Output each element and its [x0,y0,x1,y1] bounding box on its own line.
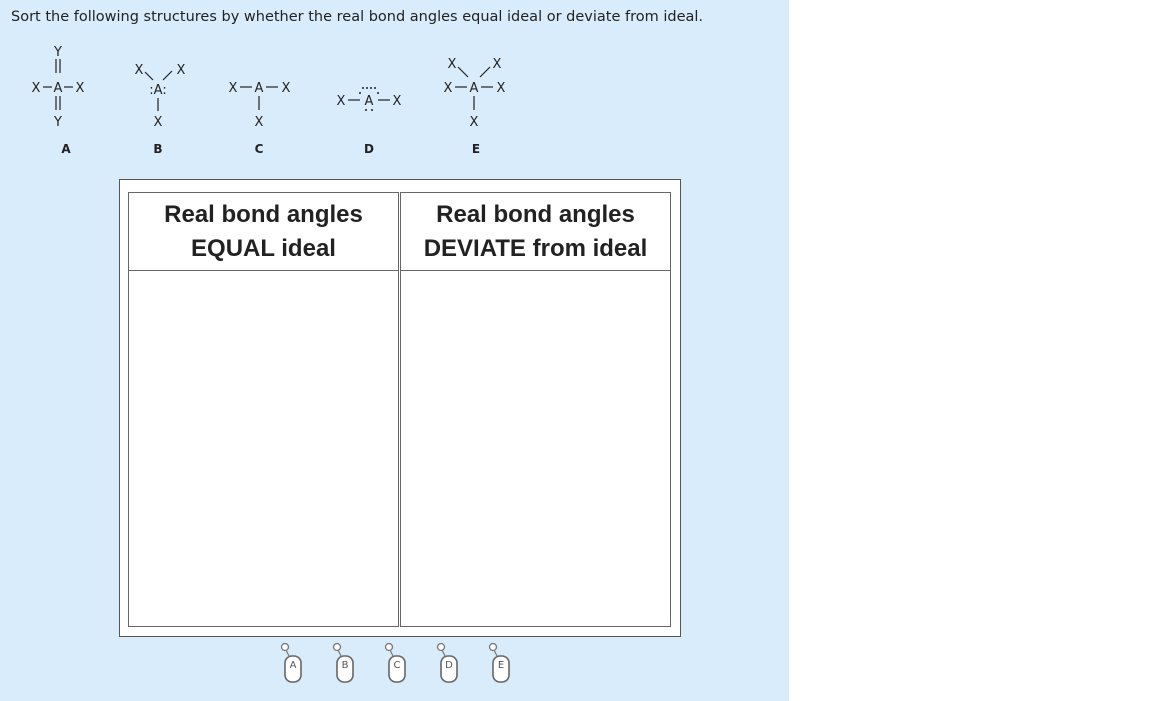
atom-x-upper-left: X [447,57,457,72]
atom-y-bottom: Y [54,115,62,130]
token-a[interactable] [275,641,309,685]
structure-label-a: A [61,142,71,156]
atom-center: A [254,81,264,96]
atom-x-right: X [392,94,402,109]
token-e[interactable] [483,641,517,685]
token-d[interactable] [431,641,465,685]
token-label: E [497,660,505,671]
atom-y-top: Y [54,45,62,60]
structures-row [0,36,789,166]
atom-x-right: X [496,81,506,96]
structure-e [444,57,506,156]
column-header-line1: Real bond angles [164,200,363,228]
column-header-line2: DEVIATE from ideal [423,234,648,262]
atom-x-upper-right: X [492,57,502,72]
drop-zone-equal[interactable] [129,271,398,626]
token-bank [275,641,535,685]
structure-c [229,81,291,156]
structure-b [135,63,186,156]
structure-label-d: D [364,142,374,156]
question-prompt: Sort the following structures by whether the real bond angles equal ideal or deviate from ideal. [11,9,704,25]
atom-center: A [364,94,374,109]
column-deviate-ideal [400,192,671,627]
structure-label-e: E [471,142,481,156]
column-equal-ideal [128,192,399,627]
column-header-deviate [401,193,670,271]
token-label: D [445,660,453,671]
atom-x-upper-left: X [134,63,144,78]
atom-x-left: X [443,81,453,96]
atom-center: :A: [149,83,167,98]
atom-x-left: X [31,81,41,96]
atom-x-bottom: X [469,115,479,130]
atom-x-bottom: X [153,115,163,130]
token-c[interactable] [379,641,413,685]
atom-x-right: X [75,81,85,96]
atom-x-bottom: X [254,115,264,130]
atom-x-left: X [228,81,238,96]
atom-x-left: X [336,94,346,109]
structure-label-c: C [254,142,264,156]
column-header-equal [129,193,398,271]
token-b[interactable] [327,641,361,685]
token-label: A [289,660,297,671]
atom-center: A [53,81,63,96]
sorting-area [119,179,681,637]
column-header-line2: EQUAL ideal [191,234,336,262]
structure-d [337,87,402,156]
atom-x-upper-right: X [176,63,186,78]
token-label: C [393,660,401,671]
structure-a [32,45,85,156]
drop-zone-deviate[interactable] [401,271,670,626]
atom-center: A [469,81,479,96]
atom-x-right: X [281,81,291,96]
structure-label-b: B [153,142,163,156]
token-label: B [341,660,349,671]
column-header-line1: Real bond angles [436,200,635,228]
